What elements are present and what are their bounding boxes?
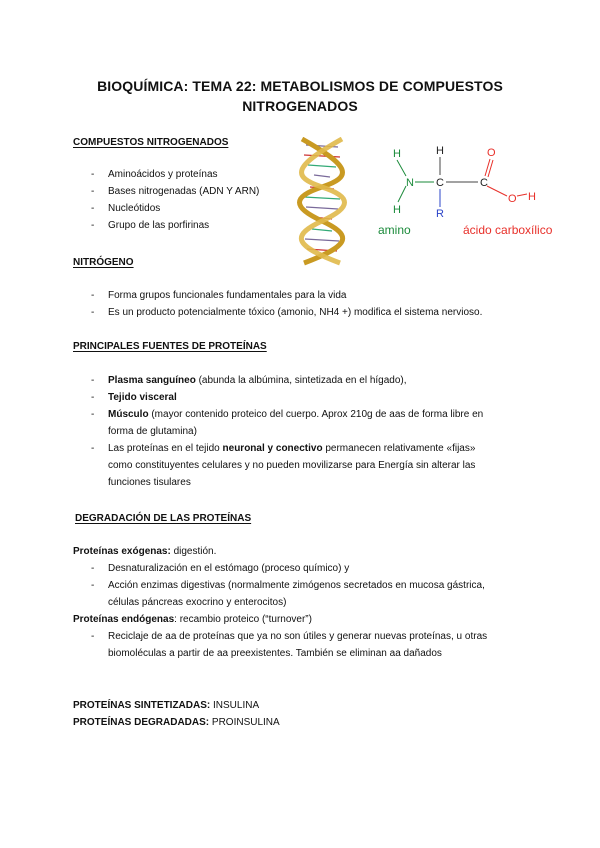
base-pair — [314, 175, 330, 177]
item-text: (abunda la albúmina, sintetizada en el hígado), — [195, 375, 407, 386]
page-title — [0, 76, 600, 116]
amino-label: amino — [378, 223, 411, 237]
sintetizadas-line — [73, 697, 259, 714]
item-text: biomoléculas a partir de aa preexistentes. También se eliminan aa dañados — [108, 648, 442, 659]
item-text: digestión. — [170, 546, 217, 557]
item-text: Las proteínas en el tejido — [108, 443, 223, 454]
bold-term: PROTEÍNAS DEGRADADAS: — [73, 717, 210, 728]
list-item: - Bases nitrogenadas (ADN Y ARN) — [91, 183, 259, 200]
list-item — [91, 440, 483, 491]
list-item — [91, 577, 485, 611]
list-nitrogeno — [91, 287, 482, 321]
item-text: PROINSULINA — [209, 717, 280, 728]
heading-fuentes: PRINCIPALES FUENTES DE PROTEÍNAS — [73, 341, 267, 352]
list-item: - Aminoácidos y proteínas — [91, 166, 259, 183]
list-compuestos — [91, 166, 259, 234]
atom-o: O — [487, 147, 496, 159]
base-pair — [306, 207, 338, 209]
item-text: Acción enzimas digestivas (normalmente zimógenos secretados en mucosa gástrica, — [108, 580, 485, 591]
atom-o: O — [508, 193, 517, 205]
exogenas-line — [73, 543, 216, 560]
base-pair — [305, 239, 339, 241]
item-text: : recambio proteico (“turnover”) — [174, 614, 312, 625]
item-text: células páncreas exocrino y enterocitos) — [108, 597, 287, 608]
bold-term: Proteínas exógenas: — [73, 546, 171, 557]
title-line-2: NITROGENADOS — [242, 98, 358, 114]
bond — [398, 186, 406, 202]
list-endogenas — [91, 628, 487, 662]
dna-helix-image — [292, 137, 352, 267]
atom-c: C — [480, 177, 488, 189]
amino-acid-diagram — [370, 140, 580, 240]
degradadas-line — [73, 714, 280, 731]
bold-term: PROTEÍNAS SINTETIZADAS: — [73, 700, 211, 711]
list-item — [91, 389, 483, 406]
heading-compuestos: COMPUESTOS NITROGENADOS — [73, 137, 229, 148]
atom-h: H — [393, 204, 401, 216]
base-pair — [304, 155, 340, 157]
atom-h: H — [528, 191, 536, 203]
heading-degradacion: DEGRADACIÓN DE LAS PROTEÍNAS — [75, 513, 252, 524]
list-item: - Es un producto potencialmente tóxico (amonio, NH4 +) modifica el sistema nervioso. — [91, 304, 482, 321]
list-item: - Nucleótidos — [91, 200, 259, 217]
item-text: funciones tisulares — [108, 477, 191, 488]
list-item: - Desnaturalización en el estómago (proceso químico) y — [91, 560, 485, 577]
list-item — [91, 628, 487, 662]
bond — [487, 186, 507, 196]
item-text: forma de glutamina) — [108, 426, 197, 437]
title-line-1: BIOQUÍMICA: TEMA 22: METABOLISMOS DE COMPUESTOS — [97, 78, 503, 94]
endogenas-line — [73, 611, 312, 628]
bond — [397, 160, 406, 176]
list-item — [91, 406, 483, 440]
bold-term: Tejido visceral — [108, 392, 177, 403]
base-pair — [308, 165, 336, 167]
atom-h: H — [436, 145, 444, 157]
item-text: (mayor contenido proteico del cuerpo. Aprox 210g de aas de forma libre en — [148, 409, 484, 420]
item-text: permanecen relativamente «fijas» — [322, 443, 476, 454]
atom-n: N — [406, 177, 414, 189]
bold-term: Plasma sanguíneo — [108, 375, 196, 386]
list-item: - Grupo de las porfirinas — [91, 217, 259, 234]
atom-c: C — [436, 177, 444, 189]
acid-label: ácido carboxílico — [463, 223, 553, 237]
list-fuentes — [91, 372, 483, 491]
atom-r: R — [436, 208, 444, 220]
bold-term: neuronal y conectivo — [222, 443, 323, 454]
base-pair — [312, 229, 332, 231]
list-item — [91, 372, 483, 389]
item-text: como constituyentes celulares y no pueden movilizarse para Energía sin alterar las — [108, 460, 476, 471]
item-text: INSULINA — [210, 700, 260, 711]
bold-term: Músculo — [108, 409, 149, 420]
bold-term: Proteínas endógenas — [73, 614, 175, 625]
bond — [517, 194, 527, 196]
item-text: Reciclaje de aa de proteínas que ya no son útiles y generar nuevas proteínas, u otras — [108, 631, 488, 642]
heading-nitrogeno: NITRÓGENO — [73, 257, 134, 268]
list-item: - Forma grupos funcionales fundamentales para la vida — [91, 287, 482, 304]
base-pair — [304, 197, 340, 199]
atom-h: H — [393, 148, 401, 160]
list-exogenas — [91, 560, 485, 611]
